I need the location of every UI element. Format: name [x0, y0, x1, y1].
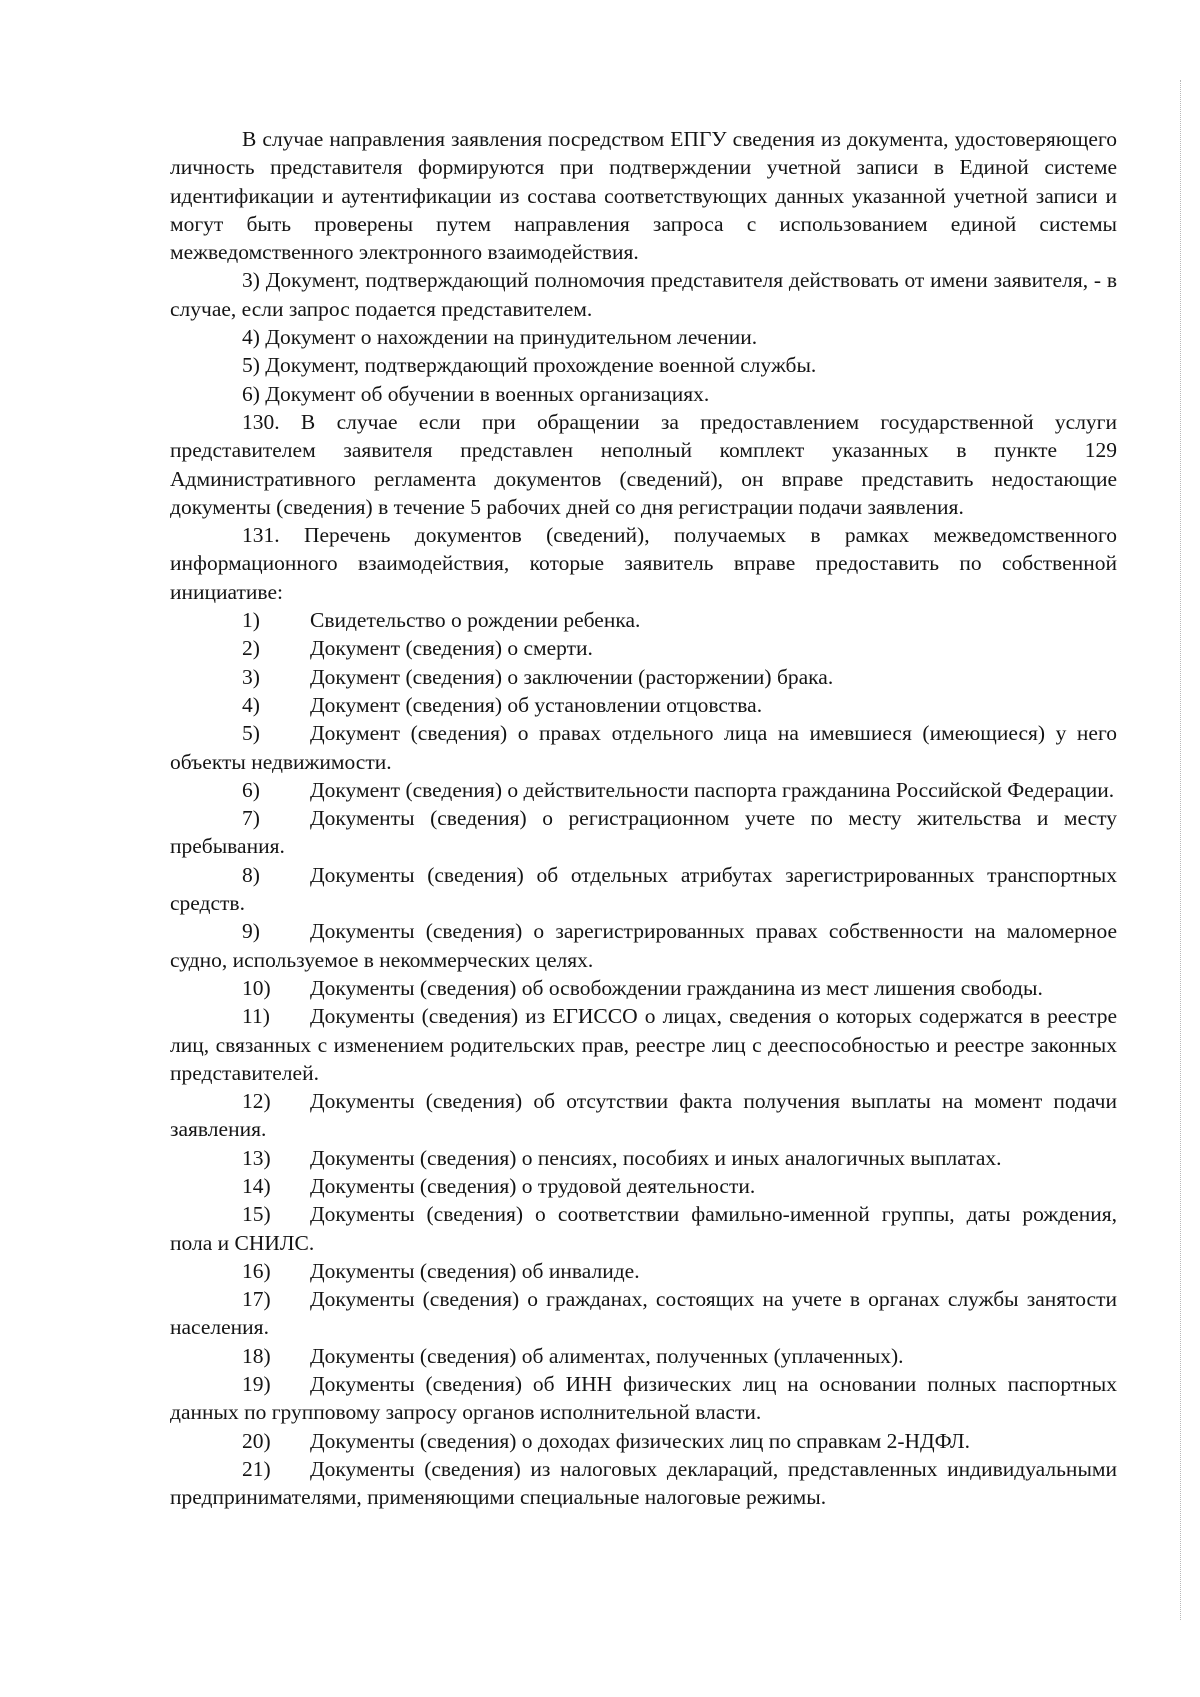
list-item [170, 1257, 1117, 1285]
paragraph-130: 130. В случае если при обращении за предоставлением государственной услуги представителем заявителя представлен неполный комплект указанных в пункте 129 Административного регламента документов (сведений), он вправе представить недостающие документы (сведения) в течение 5 рабочих дней со дня регистрации подачи заявления. [170, 409, 1117, 519]
list-item-number: 18) [242, 1343, 271, 1368]
paragraph-item-5: 5) Документ, подтверждающий прохождение военной службы. [242, 353, 817, 378]
list-item [170, 634, 1117, 662]
list-item-number: 9) [242, 919, 260, 944]
list-item-text: Документ (сведения) о действительности паспорта гражданина Российской Федерации. [310, 777, 1115, 802]
list-item-text: Документы (сведения) о регистрационном учете по месту жительства и месту пребывания. [170, 806, 1117, 859]
paragraph-epgu: В случае направления заявления посредством ЕПГУ сведения из документа, удостоверяющего личность представителя формируются при подтверждении учетной записи в Единой системе идентификации и аутентификации из состава соответствующих данных указанной учетной записи и могут быть проверены путем направления запроса с использованием единой системы межведомственного электронного взаимодействия. [170, 127, 1117, 265]
list-item-number: 6) [242, 777, 260, 802]
list-item-number: 19) [242, 1372, 271, 1397]
list-item-number: 8) [242, 862, 260, 887]
list-item [170, 1087, 1117, 1144]
list-item-text: Документы (сведения) об отсутствии факта получения выплаты на момент подачи заявления. [170, 1089, 1117, 1142]
list-item-text: Документы (сведения) об освобождении гражданина из мест лишения свободы. [310, 975, 1043, 1000]
list-item [170, 1172, 1117, 1200]
paragraph-item-3: 3) Документ, подтверждающий полномочия представителя действовать от имени заявителя, - в случае, если запрос подается представителем. [170, 268, 1117, 321]
list-item-number: 7) [242, 806, 260, 831]
list-item [170, 1427, 1117, 1455]
list-item [170, 606, 1117, 634]
list-item-number: 15) [242, 1202, 271, 1227]
list-item [170, 1285, 1117, 1342]
list-item [170, 719, 1117, 776]
list-item-number: 13) [242, 1145, 271, 1170]
list-item [170, 691, 1117, 719]
list-item-text: Документы (сведения) о трудовой деятельности. [310, 1173, 756, 1198]
list-item-text: Документы (сведения) о доходах физических лиц по справкам 2-НДФЛ. [310, 1428, 971, 1453]
list-item-number: 10) [242, 975, 271, 1000]
list-item-text: Документы (сведения) о зарегистрированных правах собственности на маломерное судно, используемое в некоммерческих целях. [170, 919, 1117, 972]
list-item-text: Документы (сведения) об инвалиде. [310, 1258, 640, 1283]
list-item-number: 16) [242, 1258, 271, 1283]
list-item-number: 14) [242, 1173, 271, 1198]
list-item-number: 21) [242, 1456, 271, 1481]
list-item-text: Документы (сведения) о соответствии фамильно-именной группы, даты рождения, пола и СНИЛС. [170, 1202, 1117, 1255]
paragraph-item-6: 6) Документ об обучении в военных организациях. [242, 381, 710, 406]
list-item-number: 11) [242, 1004, 270, 1029]
list-item-number: 5) [242, 721, 260, 746]
list-item-text: Свидетельство о рождении ребенка. [310, 608, 641, 633]
paragraph-item-4: 4) Документ о нахождении на принудительном лечении. [242, 325, 758, 350]
list-item-text: Документы (сведения) о пенсиях, пособиях и иных аналогичных выплатах. [310, 1145, 1002, 1170]
list-item-number: 12) [242, 1089, 271, 1114]
list-item-text: Документы (сведения) об отдельных атрибутах зарегистрированных транспортных средств. [170, 862, 1117, 916]
list-item-text: Документы (сведения) об ИНН физических лиц на основании полных паспортных данных по групповому запросу органов исполнительной власти. [170, 1372, 1117, 1425]
list-item-text: Документ (сведения) об установлении отцовства. [310, 692, 763, 717]
list-item [170, 1370, 1117, 1427]
scan-edge-dots [1180, 80, 1181, 1620]
list-item [170, 1342, 1117, 1370]
list-item [170, 1002, 1117, 1087]
list-item-number: 17) [242, 1287, 271, 1312]
list-item [170, 804, 1117, 861]
list-item-text: Документ (сведения) о смерти. [310, 636, 593, 661]
list-item-text: Документ (сведения) о заключении (расторжении) брака. [310, 664, 834, 689]
list-item-number: 4) [242, 692, 260, 717]
list-item [170, 974, 1117, 1002]
list-item [170, 1144, 1117, 1172]
list-item [170, 1200, 1117, 1257]
list-item [170, 1455, 1117, 1512]
list-item-number: 3) [242, 664, 260, 689]
list-item [170, 663, 1117, 691]
document-body [170, 125, 1117, 1512]
list-item-number: 1) [242, 608, 260, 633]
list-item [170, 776, 1117, 804]
list-item-text: Документы (сведения) о гражданах, состоящих на учете в органах службы занятости населения. [170, 1287, 1117, 1340]
list-item-number: 2) [242, 636, 260, 661]
list-item-text: Документы (сведения) об алиментах, полученных (уплаченных). [310, 1343, 904, 1368]
list-item [170, 917, 1117, 974]
list-item-text: Документы (сведения) из налоговых деклараций, представленных индивидуальными предпринимателями, применяющими специальные налоговые режимы. [170, 1456, 1117, 1510]
paragraph-131: 131. Перечень документов (сведений), получаемых в рамках межведомственного информационного взаимодействия, которые заявитель вправе предоставить по собственной инициативе: [170, 523, 1117, 604]
list-item-text: Документы (сведения) из ЕГИССО о лицах, сведения о которых содержатся в реестре лиц, связанных с изменением родительских прав, реестре лиц с дееспособностью и реестре законных представителей. [170, 1004, 1117, 1085]
list-item-text: Документ (сведения) о правах отдельного лица на имевшиеся (имеющиеся) у него объекты недвижимости. [170, 721, 1117, 774]
list-item [170, 861, 1117, 918]
list-item-number: 20) [242, 1428, 271, 1453]
